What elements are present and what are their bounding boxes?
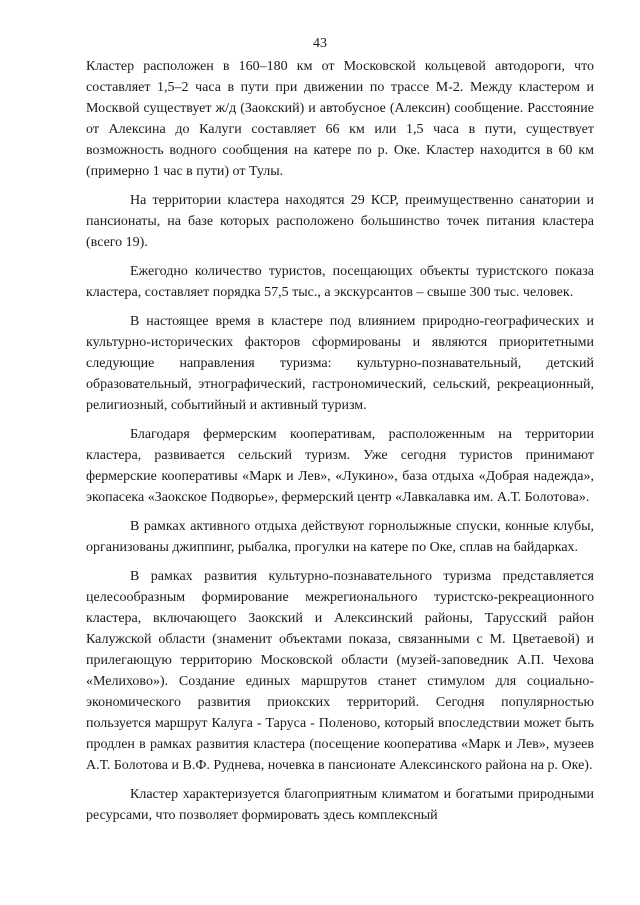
paragraph-tourism-directions: В настоящее время в кластере под влиянием природно-географических и культурно-исторических факторов сформированы и являются приоритетными следующие направления туризма: культурно-познавательный, детский образовательный, этнографический, гастрономический, сельский, рекреационный, религиозный, событийный и активный туризм. [86,314,594,413]
paragraph-location: Кластер расположен в 160–180 км от Московской кольцевой автодороги, что составляет 1,5–2 часа в пути при движении по трассе М-2. Между кластером и Москвой существует ж/д (Заокский) и автобусное (Алексин) сообщение. Расстояние от Алексина до Калуги составляет 66 км или 1,5 часа в пути, существует возможность водного сообщения на катере по р. Оке. Кластер находится в 60 км (примерно 1 час в пути) от Тулы. [86,59,594,179]
paragraph-interregional-cluster: В рамках развития культурно-познавательного туризма представляется целесообразным формирование межрегионального туристско-рекреационного кластера, включающего Заокский и Алексинский районы, Тарусский район Калужской области (знаменит объектами показа, связанными с М. Цветаевой) и прилегающую территорию Московской области (музей-заповедник А.П. Чехова «Мелихово»). Создание единых маршрутов станет стимулом для социально-экономического развития приокских территорий. Сегодня популярностью пользуется маршрут Калуга - Таруса - Поленово, который впоследствии может быть продлен в рамках развития кластера (посещение кооператива «Марк и Лев», музеев А.Т. Болотова и В.Ф. Руднева, ночевка в пансионате Алексинского района на р. Оке). [86,569,594,773]
body-text [86,56,594,826]
paragraph-tourist-flow: Ежегодно количество туристов, посещающих объекты туристского показа кластера, составляет порядка 57,5 тыс., а экскурсантов – свыше 300 тыс. человек. [86,264,594,300]
paragraph-rural-tourism: Благодаря фермерским кооперативам, расположенным на территории кластера, развивается сельский туризм. Уже сегодня туристов принимают фермерские кооперативы «Марк и Лев», «Лукино», база отдыха «Добрая надежда», экопасека «Заокское Подворье», фермерский центр «Лавкалавка им. А.Т. Болотова». [86,427,594,505]
page-number: 43 [313,36,327,51]
paragraph-climate [86,784,594,826]
paragraph-active-recreation: В рамках активного отдыха действуют горнолыжные спуски, конные клубы, организованы джиппинг, рыбалка, прогулки на катере по Оке, сплав на байдарках. [86,519,594,555]
paragraph-accommodation: На территории кластера находятся 29 КСР, преимущественно санатории и пансионаты, на базе которых расположено большинство точек питания кластера (всего 19). [86,193,594,250]
paragraph-climate-text: Кластер характеризуется благоприятным климатом и богатыми природными ресурсами, что позволяет формировать здесь комплексный [86,787,594,823]
